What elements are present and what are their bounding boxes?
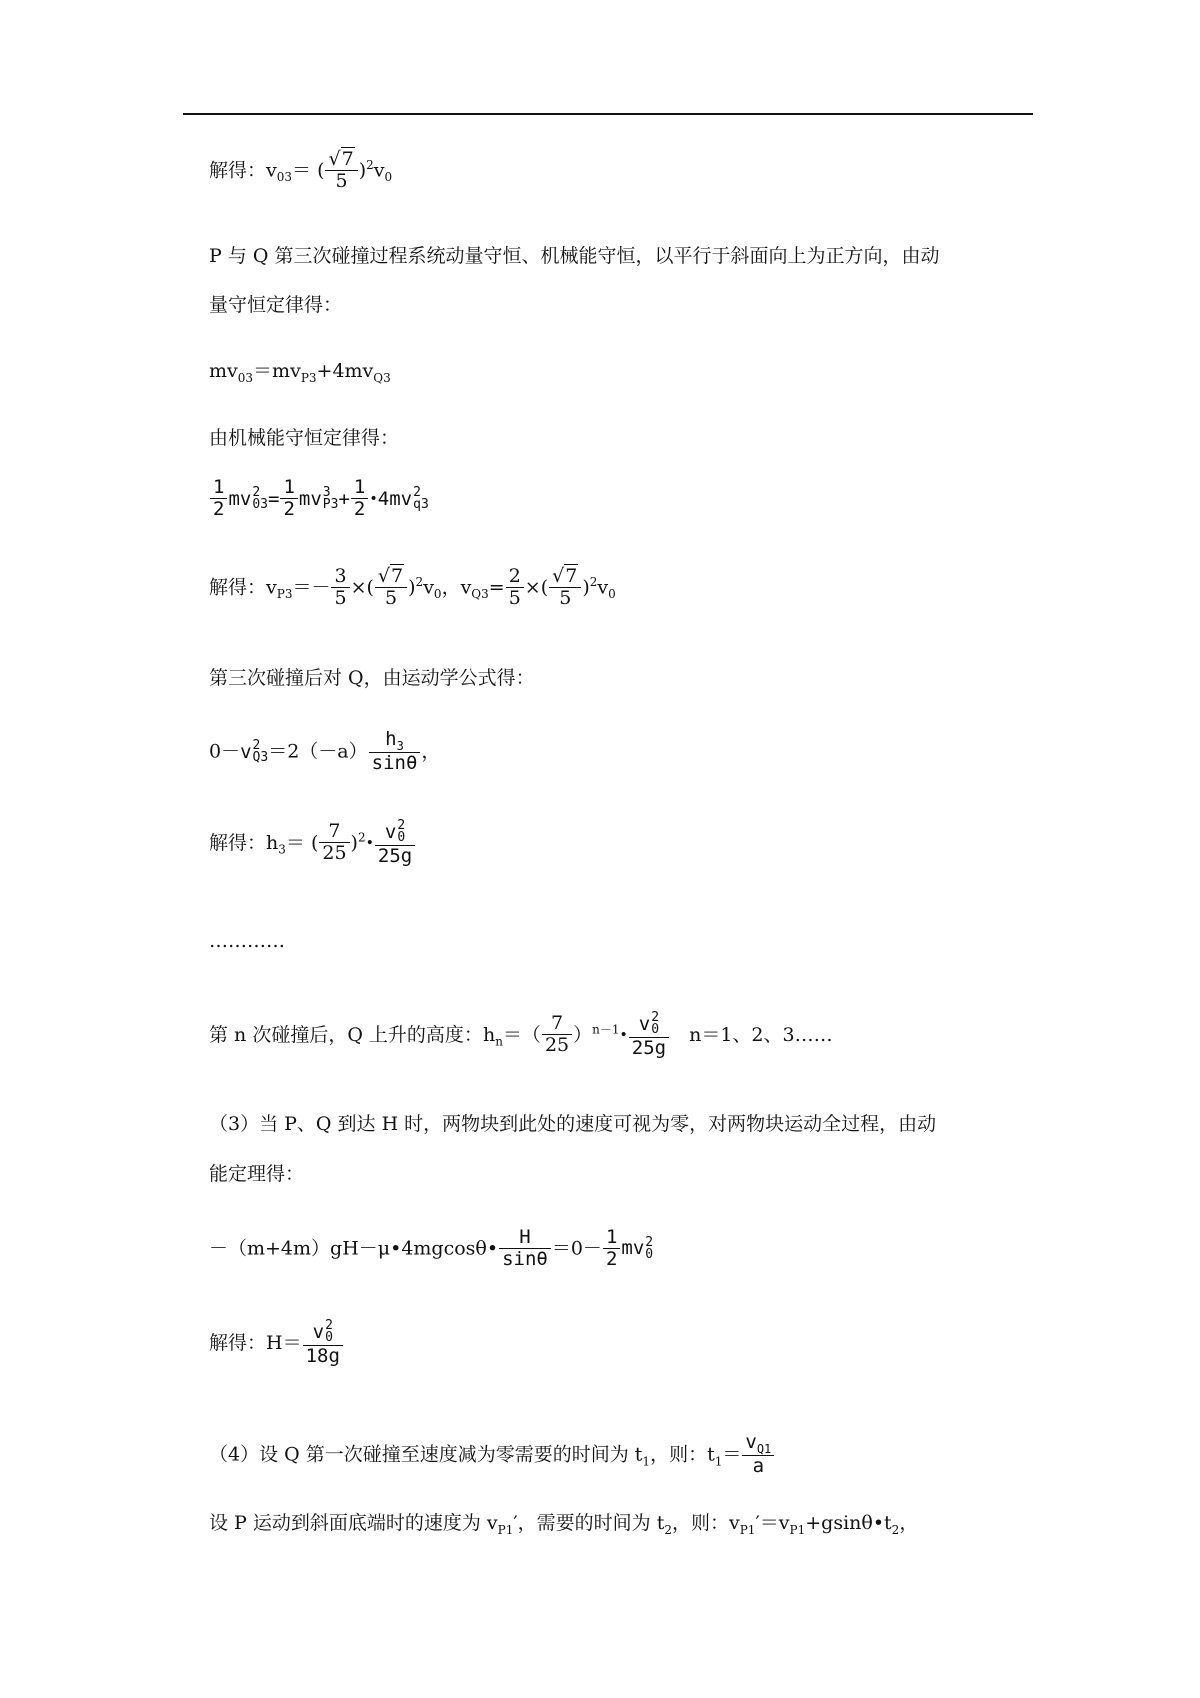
eq-kinematics: 0－v 2 Q3 ＝2（－a） $\frac{h_3}{\sin\theta}$ ，	[209, 728, 441, 775]
eq-v03: 解得：$v_{03}=$ ( $\frac{√7}{5}$ )$^2v_0$	[209, 148, 393, 192]
eq-vp3-vq3: 解得：$v_{P3}=-$ $\frac{3}{5}$ ×( $\frac{√7}{5}$ )$^2v_0$，$v_{Q3}=$ $\frac{2}{5}$ ×( $\frac{√7}{5}$ )$^2v_0$	[209, 565, 616, 609]
text-kinematics: 第三次碰撞后对 Q，由运动学公式得：	[209, 667, 535, 689]
eq-work-energy: －（m+4m）gH－μ•4mgcosθ• $\frac{H}{\sin\theta}$ ＝0－ $\frac{1}{2}$ mv 2 0	[209, 1226, 654, 1270]
ellipsis: …………	[209, 930, 285, 952]
paragraph-part3-1: （3）当 P、Q 到达 H 时，两物块到此处的速度可视为零，对两物块运动全过程，由动	[209, 1113, 937, 1135]
header-rule	[183, 113, 1033, 115]
paragraph-part3-2: 能定理得：	[209, 1163, 305, 1185]
eq-t1: （4）设 Q 第一次碰撞至速度减为零需要的时间为 $t_1$，则：$t_1=$ $\frac{v_{Q1}}{a}$	[209, 1433, 775, 1478]
paragraph-momentum-1: P 与 Q 第三次碰撞过程系统动量守恒、机械能守恒，以平行于斜面向上为正方向，由动	[209, 245, 940, 267]
eq-momentum: $mv_{03}=mv_{P3}+4mv_{Q3}$	[209, 360, 391, 385]
eq-energy: $\frac{1}{2}$ mv 2 03 = $\frac{1}{2}$ mv 3 P3 + $\frac{1}{2}$ •4mv 2 q3	[209, 478, 429, 521]
paragraph-momentum-2: 量守恒定律得：	[209, 294, 343, 316]
eq-hn: 第 n 次碰撞后，Q 上升的高度：$h_n=$（ $\frac{7}{25}$ ）$^{n-1}$• v 2 0 25g n＝1、2、3……	[209, 1010, 833, 1059]
eq-vp1: 设 P 运动到斜面底端时的速度为 $v_{P1}'$，需要的时间为 $t_2$，则：$v_{P1}'=v_{P1}+gsin\theta•t_2$，	[209, 1512, 919, 1537]
eq-h3: 解得：$h_3=$ ( $\frac{7}{25}$ )$^2$• v 2 0 25g	[209, 820, 416, 868]
text-energy-law: 由机械能守恒定律得：	[209, 427, 400, 449]
eq-H: 解得：H＝ v 2 0 18g	[209, 1320, 344, 1368]
